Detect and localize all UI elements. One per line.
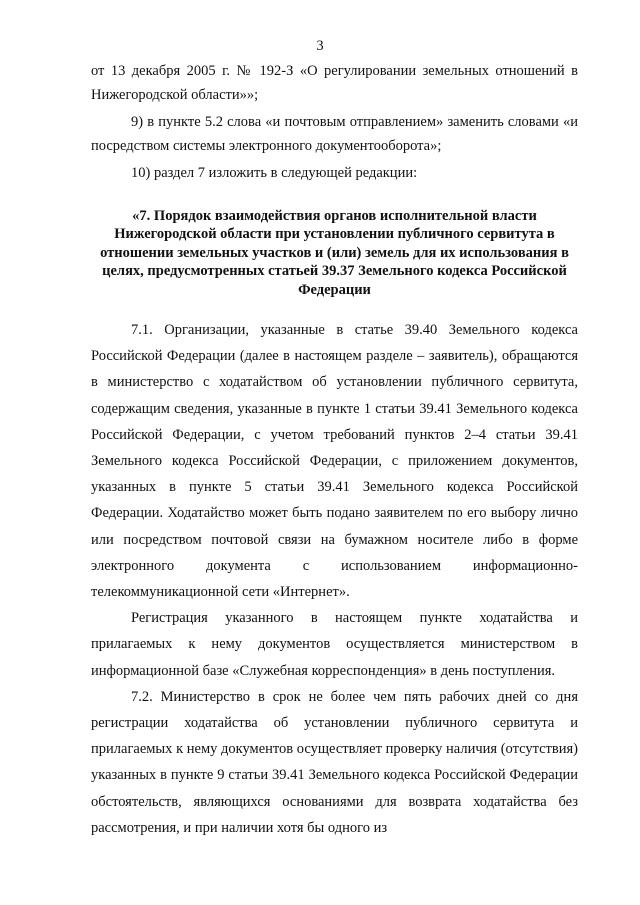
paragraph-7-2: 7.2. Министерство в срок не более чем пять рабочих дней со дня регистрации ходатайства об установлении публичного сервитута и прилагаемых к нему документов осуществляет проверку наличия (отсутствия) указанных в пункте 9 статьи 39.41 Земельного кодекса Российской Федерации обстоятельств, являющихся основаниями для возврата ходатайства без рассмотрения, и при наличии хотя бы одного из (91, 688, 578, 836)
page-number: 3 (316, 38, 324, 54)
paragraph-registration: Регистрация указанного в настоящем пункте ходатайства и прилагаемых к нему документов осуществляется министерством в информационной базе «Служебная корреспонденция» в день поступления. (91, 610, 578, 679)
paragraph-item-9: 9) в пункте 5.2 слова «и почтовым отправлением» заменить словами «и посредством системы электронного документооборота»; (91, 114, 578, 154)
paragraph-item-10: 10) раздел 7 изложить в следующей редакции: (131, 165, 418, 181)
paragraph-continuation: от 13 декабря 2005 г. № 192-З «О регулировании земельных отношений в Нижегородской области»»; (91, 63, 578, 103)
document-body (91, 60, 578, 841)
section-title: «7. Порядок взаимодействия органов исполнительной власти Нижегородской области при установлении публичного сервитута в отношении земельных участков и (или) земель для их использования в целях, предусмотренных статьей 39.37 Земельного кодекса Российской Федерации (100, 207, 569, 298)
paragraph-7-1: 7.1. Организации, указанные в статье 39.40 Земельного кодекса Российской Федерации (далее в настоящем разделе – заявитель), обращаются в министерство с ходатайством об установлении публичного сервитута, содержащим сведения, указанные в пункте 1 статьи 39.41 Земельного кодекса Российской Федерации, с учетом требований пунктов 2–4 статьи 39.41 Земельного кодекса Российской Федерации, с приложением документов, указанных в пункте 5 статьи 39.41 Земельного кодекса Российской Федерации. Ходатайство может быть подано заявителем по его выбору лично или посредством почтовой связи на бумажном носителе либо в форме электронного документа с использованием информационно-телекоммуникационной сети «Интернет». (91, 322, 578, 601)
